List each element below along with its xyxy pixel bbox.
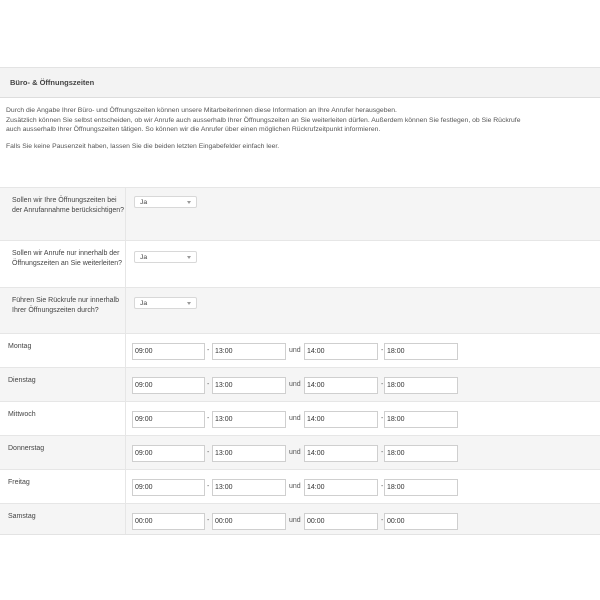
day-label: Samstag (0, 504, 126, 535)
forward-calls-select[interactable] (134, 251, 197, 263)
panel-title: Büro- & Öffnungszeiten (0, 68, 600, 98)
dash-separator: - (207, 381, 210, 388)
day-label: Mittwoch (0, 402, 126, 436)
day-row-dienstag (0, 367, 600, 402)
and-separator: und (289, 483, 301, 490)
day-label: Freitag (0, 470, 126, 504)
close-time-input[interactable]: 18:00 (384, 343, 458, 360)
dash-separator: - (381, 381, 384, 388)
break-end-input[interactable]: 14:00 (304, 445, 378, 462)
break-end-input[interactable]: 14:00 (304, 479, 378, 496)
question-label: Sollen wir Anrufe nur innerhalb der Öffnungszeiten an Sie weiterleiten? (0, 241, 126, 288)
open-time-input[interactable]: 09:00 (132, 479, 205, 496)
break-start-input[interactable]: 13:00 (212, 377, 286, 394)
day-row-samstag (0, 503, 600, 535)
break-start-input[interactable]: 13:00 (212, 411, 286, 428)
select-value: Ja (140, 254, 148, 261)
intro-line-2: Zusätzlich können Sie selbst entscheiden, ob wir Anrufe auch ausserhalb Ihrer Öffnungszeiten an Sie weiterleiten dürfen. Außerdem können Sie festlegen, ob Sie Rückrufe (6, 116, 521, 124)
day-row-mittwoch (0, 401, 600, 436)
break-end-input[interactable]: 14:00 (304, 377, 378, 394)
and-separator: und (289, 381, 301, 388)
open-time-input[interactable]: 09:00 (132, 445, 205, 462)
break-start-input[interactable]: 13:00 (212, 445, 286, 462)
day-row-donnerstag (0, 435, 600, 470)
day-row-freitag (0, 469, 600, 504)
break-end-input[interactable]: 00:00 (304, 513, 378, 530)
and-separator: und (289, 449, 301, 456)
select-value: Ja (140, 199, 148, 206)
intro-text (0, 98, 600, 151)
chevron-down-icon (187, 302, 191, 305)
select-value: Ja (140, 300, 148, 307)
close-time-input[interactable]: 18:00 (384, 445, 458, 462)
break-start-input[interactable]: 13:00 (212, 343, 286, 360)
break-start-input[interactable]: 00:00 (212, 513, 286, 530)
open-time-input[interactable]: 09:00 (132, 411, 205, 428)
open-time-input[interactable]: 09:00 (132, 343, 205, 360)
dash-separator: - (207, 449, 210, 456)
callbacks-select[interactable] (134, 297, 197, 309)
open-time-input[interactable]: 00:00 (132, 513, 205, 530)
and-separator: und (289, 415, 301, 422)
intro-line-3: auch ausserhalb Ihrer Öffnungszeiten tätigen. So können wir die Anrufer über einen möglichen Rückrufzeitpunkt informieren. (6, 126, 381, 133)
dash-separator: - (381, 483, 384, 490)
consider-hours-select[interactable] (134, 196, 197, 208)
close-time-input[interactable]: 18:00 (384, 377, 458, 394)
question-label: Sollen wir Ihre Öffnungszeiten bei der Anrufannahme berücksichtigen? (0, 188, 126, 241)
and-separator: und (289, 517, 301, 524)
dash-separator: - (381, 347, 384, 354)
open-time-input[interactable]: 09:00 (132, 377, 205, 394)
close-time-input[interactable]: 18:00 (384, 411, 458, 428)
chevron-down-icon (187, 256, 191, 259)
intro-line-4: Falls Sie keine Pausenzeit haben, lassen Sie die beiden letzten Eingabefelder einfach leer. (6, 142, 280, 150)
question-row-3 (0, 287, 600, 334)
break-end-input[interactable]: 14:00 (304, 343, 378, 360)
close-time-input[interactable]: 18:00 (384, 479, 458, 496)
question-row-1 (0, 187, 600, 241)
close-time-input[interactable]: 00:00 (384, 513, 458, 530)
dash-separator: - (207, 347, 210, 354)
break-end-input[interactable]: 14:00 (304, 411, 378, 428)
question-label: Führen Sie Rückrufe nur innerhalb Ihrer Öffnungszeiten durch? (0, 288, 126, 334)
dash-separator: - (207, 517, 210, 524)
question-row-2 (0, 240, 600, 288)
day-row-montag (0, 333, 600, 368)
and-separator: und (289, 347, 301, 354)
office-hours-panel (0, 67, 600, 535)
dash-separator: - (381, 449, 384, 456)
dash-separator: - (381, 415, 384, 422)
intro-line-1: Durch die Angabe Ihrer Büro- und Öffnungszeiten können unsere Mitarbeiterinnen diese Information an Ihre Anrufer herausgeben. (6, 107, 397, 114)
dash-separator: - (207, 415, 210, 422)
break-start-input[interactable]: 13:00 (212, 479, 286, 496)
day-label: Montag (0, 334, 126, 368)
dash-separator: - (207, 483, 210, 490)
day-label: Donnerstag (0, 436, 126, 470)
chevron-down-icon (187, 201, 191, 204)
dash-separator: - (381, 517, 384, 524)
day-label: Dienstag (0, 368, 126, 402)
